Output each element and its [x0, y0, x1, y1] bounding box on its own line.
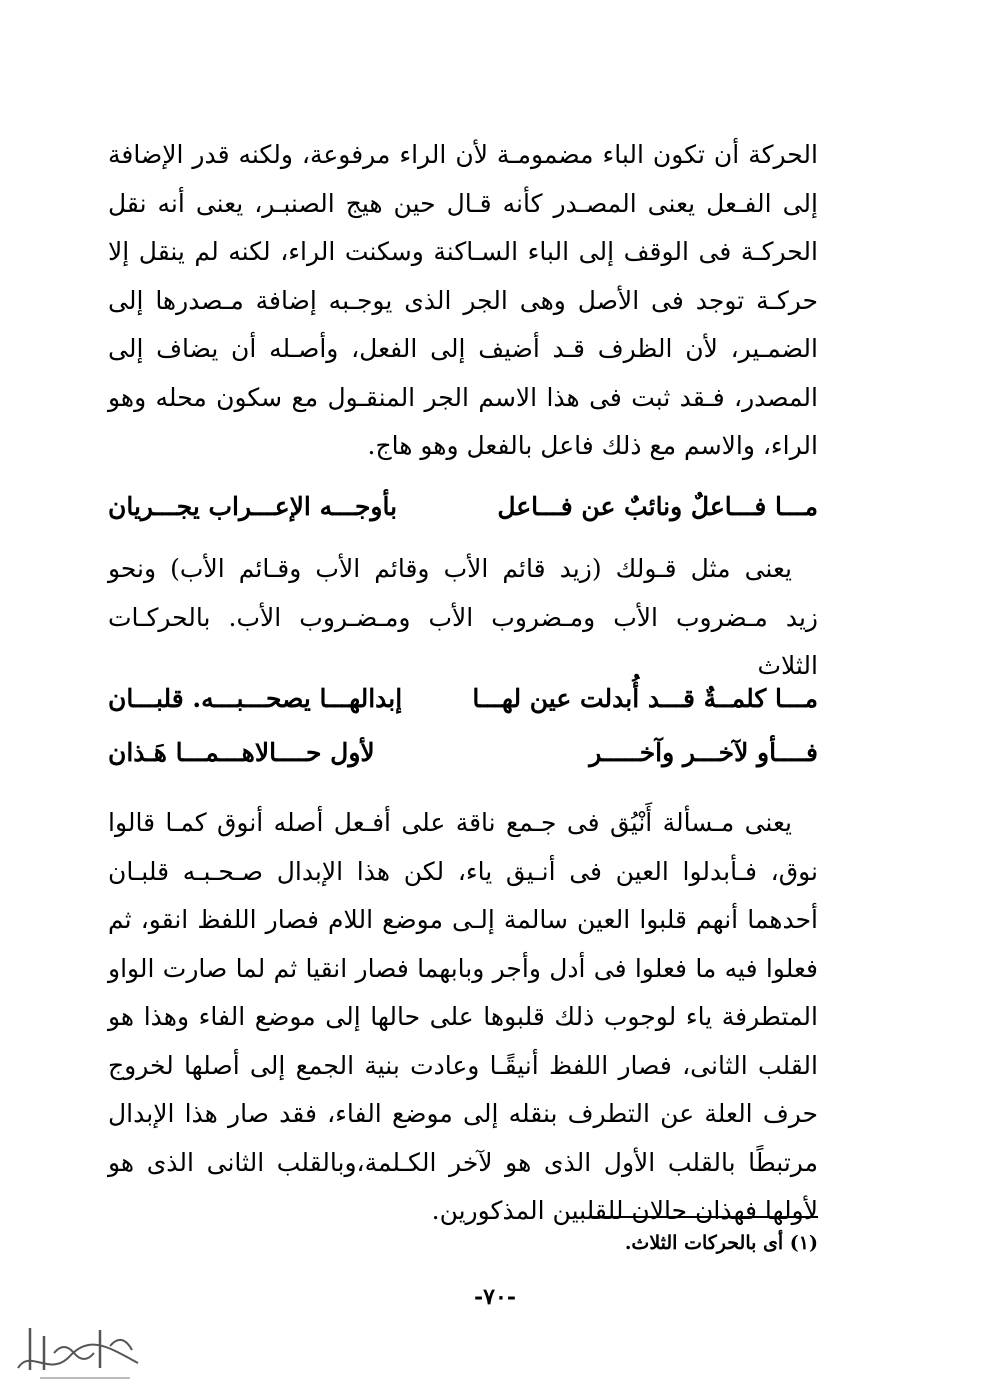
- text-line: أحدهما أنهم قلبوا العين سالمة إلـى موضع اللام فصار اللفظ انقو، ثم: [108, 905, 818, 934]
- verse-second-hemistich: إبدالهـــا يصحـــبـــه. قلبـــان: [108, 684, 403, 713]
- text-line: لأولها فهذان حالان للقلبين المذكورين.: [431, 1196, 818, 1225]
- paragraph-2: [108, 545, 818, 691]
- verse-2: [108, 679, 818, 719]
- text-line: الحركة أن تكون الباء مضمومـة لأن الراء مرفوعة، ولكنه قدر الإضافة: [108, 140, 818, 169]
- verse-first-hemistich: مـــا فـــاعلٌ ونائبٌ عن فـــاعل: [497, 492, 818, 521]
- text-line: الضمـير، لأن الظرف قـد أضيف إلى الفعل، وأصـله أن يضاف إلى: [108, 334, 818, 363]
- text-line: يعنى مـسألة أَنْيُق فى جـمع ناقة على أفـعل أصله أنوق كمـا قالوا: [108, 808, 792, 837]
- watermark-logo: [10, 1308, 150, 1384]
- text-line: الحركـة فى الوقف إلى الباء السـاكنة وسكنت الراء، لكنه لم ينقل إلا: [108, 237, 818, 266]
- text-line: الثلاث: [757, 651, 818, 680]
- verse-second-hemistich: لأول حــــالاهـــمـــا هَـذان: [108, 738, 375, 767]
- verse-first-hemistich: مـــا كلمــةٌ قـــد أُبدلت عين لهـــا: [472, 684, 818, 713]
- page-number: -٧٠-: [474, 1284, 516, 1310]
- text-line: المصدر، فـقد ثبت فى هذا الاسم الجر المنقـول مع سكون محله وهو: [108, 382, 818, 412]
- verse-first-hemistich: فــــأو لآخـــر وآخـــــر: [589, 738, 818, 767]
- verse-1: [108, 487, 818, 527]
- paragraph-3: [108, 799, 818, 1236]
- verse-second-hemistich: بأوجـــه الإعـــراب يجـــريان: [108, 492, 398, 521]
- text-line: حرف العلة عن التطرف بنقله إلى موضع الفاء، فقد صار هذا الإبدال: [108, 1099, 819, 1128]
- text-line: نوق، فـأبدلوا العين فى أنـيق ياء، لكن هذا الإبدال صـحـبـه قلبـان: [108, 856, 818, 886]
- text-line: حركـة توجد فى الأصل وهى الجر الذى يوجـبه إضافة مـصدرها إلى: [108, 285, 818, 315]
- text-line: مرتبطًا بالقلب الأول الذى هو لآخر الكـلمة،وبالقلب الثانى الذى هو: [108, 1147, 818, 1177]
- text-line: القلب الثانى، فصار اللفظ أنيقًـا وعادت بنية الجمع إلى أصلها لخروج: [108, 1050, 818, 1080]
- paragraph-1: [108, 131, 818, 471]
- text-line: فعلوا فيه ما فعلوا فى أدل وأجر وبابهما فصار انقيا ثم لما صارت الواو: [108, 953, 818, 983]
- text-line: يعنى مثل قـولك (زيد قائم الأب وقائم الأب وقـائم الأب) ونحو: [108, 554, 792, 583]
- verse-3: [108, 733, 818, 773]
- text-line: المتطرفة ياء لوجوب ذلك قلبوها على حالها إلى موضع الفاء وهذا هو: [108, 1002, 818, 1031]
- footnote-divider: [590, 1216, 818, 1218]
- text-line: إلى الفـعل يعنى المصـدر كأنه قـال حين هيج الصنبـر، يعنى أنه نقل: [108, 188, 818, 218]
- text-line: الراء، والاسم مع ذلك فاعل بالفعل وهو هاج.: [367, 431, 818, 460]
- footnote: (١) أى بالحركات الثلاث.: [624, 1232, 818, 1254]
- text-line: زيد مـضروب الأب ومـضروب الأب ومـضـروب الأب. بالحركـات: [108, 602, 818, 632]
